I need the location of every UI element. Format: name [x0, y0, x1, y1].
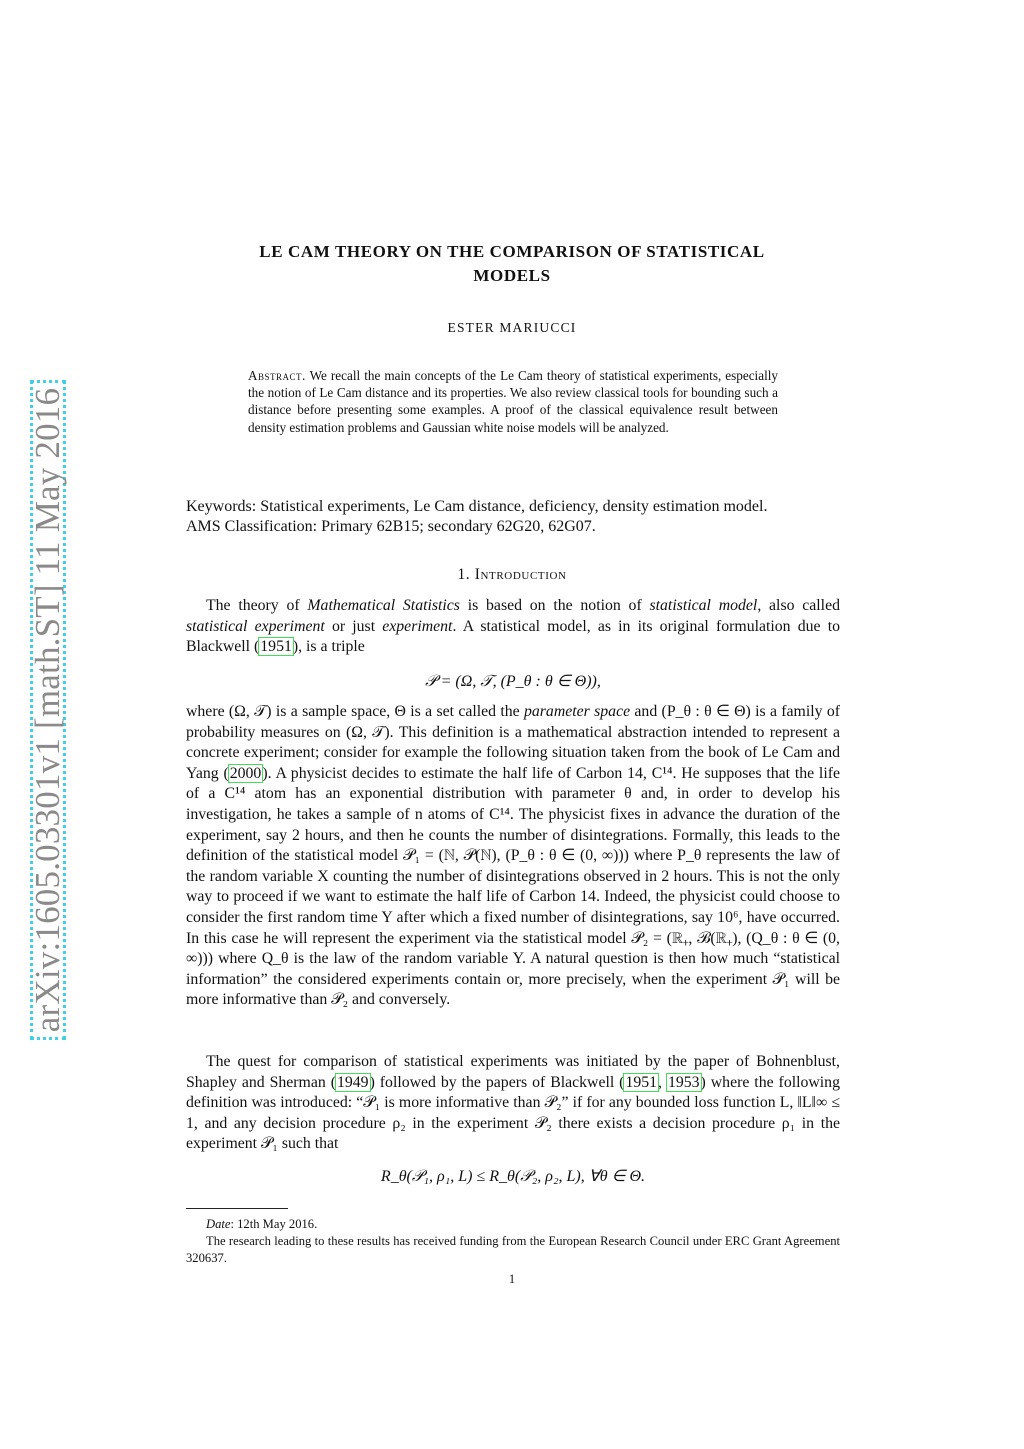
author-name: ESTER MARIUCCI: [447, 320, 577, 335]
p3-text-1: The quest for comparison of statistical experiments was initiated by the paper of Bohnenblust, Shapley and Sherman (: [186, 1053, 840, 1091]
section-number: 1.: [457, 566, 471, 583]
p2-emphasis-1: parameter space: [523, 703, 631, 720]
equation-triple: 𝒫 = (Ω, 𝒯, (P_θ : θ ∈ Θ)),: [425, 673, 601, 690]
ams-classification-line: AMS Classification: Primary 62B15; secondary 62G20, 62G07.: [186, 518, 596, 535]
abstract: [248, 367, 778, 436]
abstract-label: Abstract.: [248, 368, 306, 383]
section-heading: [150, 566, 874, 584]
citation-link[interactable]: 1951: [260, 638, 292, 656]
p1-emphasis-2: statistical model: [649, 597, 758, 614]
p1-text-4: or just: [324, 617, 383, 635]
section-title: Introduction: [474, 566, 567, 583]
paragraph-3: [186, 1052, 840, 1155]
p1-text-3: , also called: [757, 597, 840, 614]
citation-link[interactable]: 1949: [336, 1073, 369, 1091]
paragraph-1: [186, 596, 840, 658]
equation-risk: R_θ(𝒫₁, ρ₁, L) ≤ R_θ(𝒫₂, ρ₂, L), ∀θ ∈ Θ.: [380, 1168, 646, 1185]
footnote-rule: [186, 1208, 288, 1209]
page-number: 1: [508, 1272, 516, 1286]
p1-emphasis-3: statistical experiment: [186, 617, 325, 635]
p2-text-1: where (Ω, 𝒯) is a sample space, Θ is a set called the: [186, 703, 524, 720]
footnote-date: [186, 1216, 840, 1233]
p2-text-2: and (P_θ : θ ∈ Θ) is a family of probability measures on (Ω, 𝒯). This definition is a mathematical abstraction intended to represent a concrete experiment; consider for example the following situation taken from the book of Le Cam and Yang (: [186, 703, 841, 782]
p1-text-2: is based on the notion of: [459, 597, 650, 614]
footnote-funding: The research leading to these results has received funding from the European Research Council under ERC Grant Agreement 320637.: [186, 1234, 840, 1265]
p3-text-3: ,: [658, 1073, 667, 1091]
date-value: : 12th May 2016.: [230, 1217, 318, 1231]
p3-text-4: ) where the following definition was introduced: “𝒫₁ is more informative than 𝒫₂” if for any bounded loss function L, ‖L‖∞ ≤ 1, and any decision procedure ρ₂ in the experiment 𝒫₂ there exists a decision procedure ρ₁ in the experiment 𝒫₁ such that: [186, 1073, 840, 1153]
date-label: Date: [206, 1217, 231, 1231]
arxiv-identifier[interactable]: arXiv:1605.03301v1 [math.ST] 11 May 2016: [28, 387, 67, 1033]
p3-text-2: ) followed by the papers of Blackwell (: [369, 1073, 625, 1091]
p1-text-5: . A statistical model, as in its original formulation due to Blackwell (: [186, 617, 840, 656]
p1-emphasis-1: Mathematical Statistics: [307, 597, 460, 614]
paper-title-line-1: LE CAM THEORY ON THE COMPARISON OF STATISTICAL: [259, 242, 765, 261]
citation-link[interactable]: 1953: [667, 1073, 700, 1091]
paragraph-2: [186, 702, 840, 1011]
paper-title-line-2: MODELS: [473, 266, 551, 285]
p1-text-6: ), is a triple: [292, 638, 365, 656]
citation-link[interactable]: 2000: [229, 764, 262, 782]
p1-text-1: The theory of: [206, 597, 308, 614]
p2-text-3: ). A physicist decides to estimate the half life of Carbon 14, C¹⁴. He supposes that the life of a C¹⁴ atom has an exponential distribution with parameter θ and, in order to develop his investigation, he takes a sample of n atoms of C¹⁴. The physicist fixes in advance the duration of the experiment, say 2 hours, and then he counts the number of disintegrations. Formally, this leads to the definition of the statistical model 𝒫₁ = (ℕ, 𝒫(ℕ), (P_θ : θ ∈ (0, ∞))) where P_θ represents the law of the random variable X counting the number of disintegrations observed in 2 hours. This is not the only way to proceed if we want to estimate the half life of Carbon 14. Indeed, the physicist could choose to consider the first random time Y after which a fixed number of disintegrations, say 10⁶, have occurred. In this case he will represent the experiment via the statistical model 𝒫₂ = (ℝ₊, ℬ(ℝ₊), (Q_θ : θ ∈ (0, ∞))) where Q_θ is the law of the random variable Y. A natural question is then how much “statistical information” the considered experiments contain or, more precisely, when the experiment 𝒫₁ will be more informative than 𝒫₂ and conversely.: [186, 764, 840, 1009]
p1-emphasis-4: experiment: [382, 617, 453, 635]
citation-link[interactable]: 1951: [625, 1073, 658, 1091]
keywords-line: Keywords: Statistical experiments, Le Cam distance, deficiency, density estimation model.: [186, 498, 768, 515]
abstract-text: We recall the main concepts of the Le Cam theory of statistical experiments, especially the notion of Le Cam distance and its properties. We also review classical tools for bounding such a distance before presenting some examples. A proof of the classical equivalence result between density estimation problems and Gaussian white noise models will be analyzed.: [248, 368, 778, 435]
